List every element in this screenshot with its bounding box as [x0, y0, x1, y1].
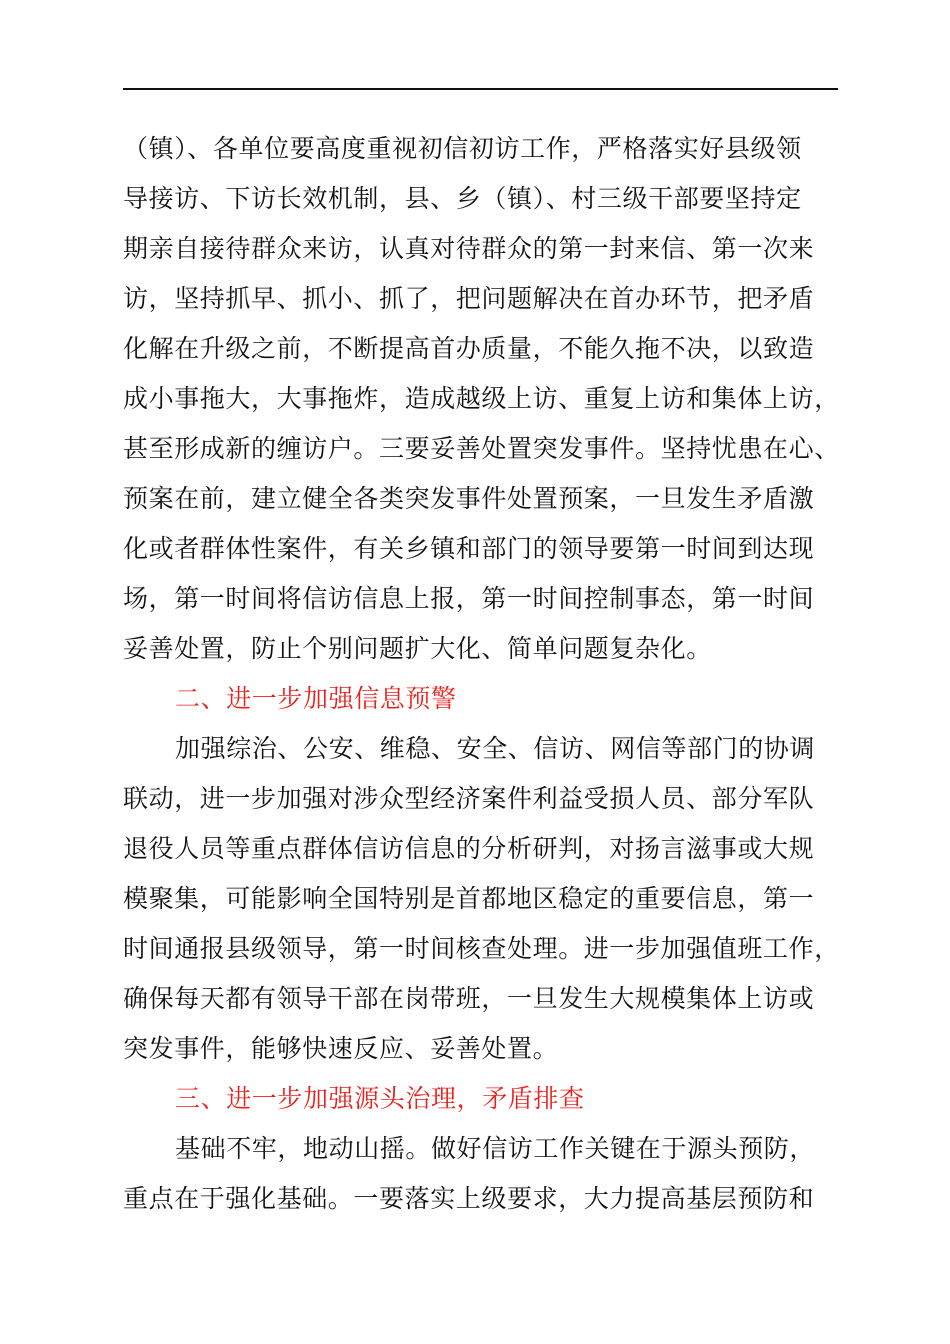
paragraph-2-line: 时间通报县级领导，第一时间核查处理。进一步加强值班工作，	[123, 934, 840, 963]
paragraph-2-line: 模聚集，可能影响全国特别是首都地区稳定的重要信息，第一	[123, 884, 815, 913]
paragraph-2-line: 确保每天都有领导干部在岗带班，一旦发生大规模集体上访或	[123, 984, 815, 1013]
paragraph-1-line: 妥善处置，防止个别问题扩大化、简单问题复杂化。	[123, 634, 712, 663]
paragraph-1-line: 期亲自接待群众来访，认真对待群众的第一封来信、第一次来	[123, 234, 815, 263]
paragraph-3-line: 基础不牢，地动山摇。做好信访工作关键在于源头预防，	[175, 1134, 816, 1163]
paragraph-1-line: 导接访、下访长效机制，县、乡（镇）、村三级干部要坚持定	[123, 184, 802, 213]
paragraph-2-line: 加强综治、公安、维稳、安全、信访、网信等部门的协调	[175, 734, 816, 763]
paragraph-1-line: 化解在升级之前，不断提高首办质量，不能久拖不决，以致造	[123, 334, 815, 363]
section-heading-3: 三、进一步加强源头治理，矛盾排查	[175, 1084, 585, 1113]
document-body	[123, 124, 853, 1224]
paragraph-1-line: 场，第一时间将信访信息上报，第一时间控制事态，第一时间	[123, 584, 815, 613]
paragraph-1-line: 访，坚持抓早、抓小、抓了，把问题解决在首办环节，把矛盾	[123, 284, 815, 313]
paragraph-2-line: 联动，进一步加强对涉众型经济案件利益受损人员、部分军队	[123, 784, 815, 813]
paragraph-1-line: 成小事拖大，大事拖炸，造成越级上访、重复上访和集体上访，	[123, 384, 840, 413]
paragraph-1-line: 化或者群体性案件，有关乡镇和部门的领导要第一时间到达现	[123, 534, 815, 563]
section-heading-2: 二、进一步加强信息预警	[175, 684, 457, 713]
paragraph-1-line: 甚至形成新的缠访户。三要妥善处置突发事件。坚持忧患在心、	[123, 434, 840, 463]
paragraph-1-line: （镇）、各单位要高度重视初信初访工作，严格落实好县级领	[123, 134, 802, 163]
paragraph-2-line: 突发事件，能够快速反应、妥善处置。	[123, 1034, 559, 1063]
paragraph-2-line: 退役人员等重点群体信访信息的分析研判，对扬言滋事或大规	[123, 834, 815, 863]
paragraph-3-line: 重点在于强化基础。一要落实上级要求，大力提高基层预防和	[123, 1184, 815, 1213]
paragraph-1-line: 预案在前，建立健全各类突发事件处置预案，一旦发生矛盾激	[123, 484, 815, 513]
header-rule	[123, 88, 838, 90]
